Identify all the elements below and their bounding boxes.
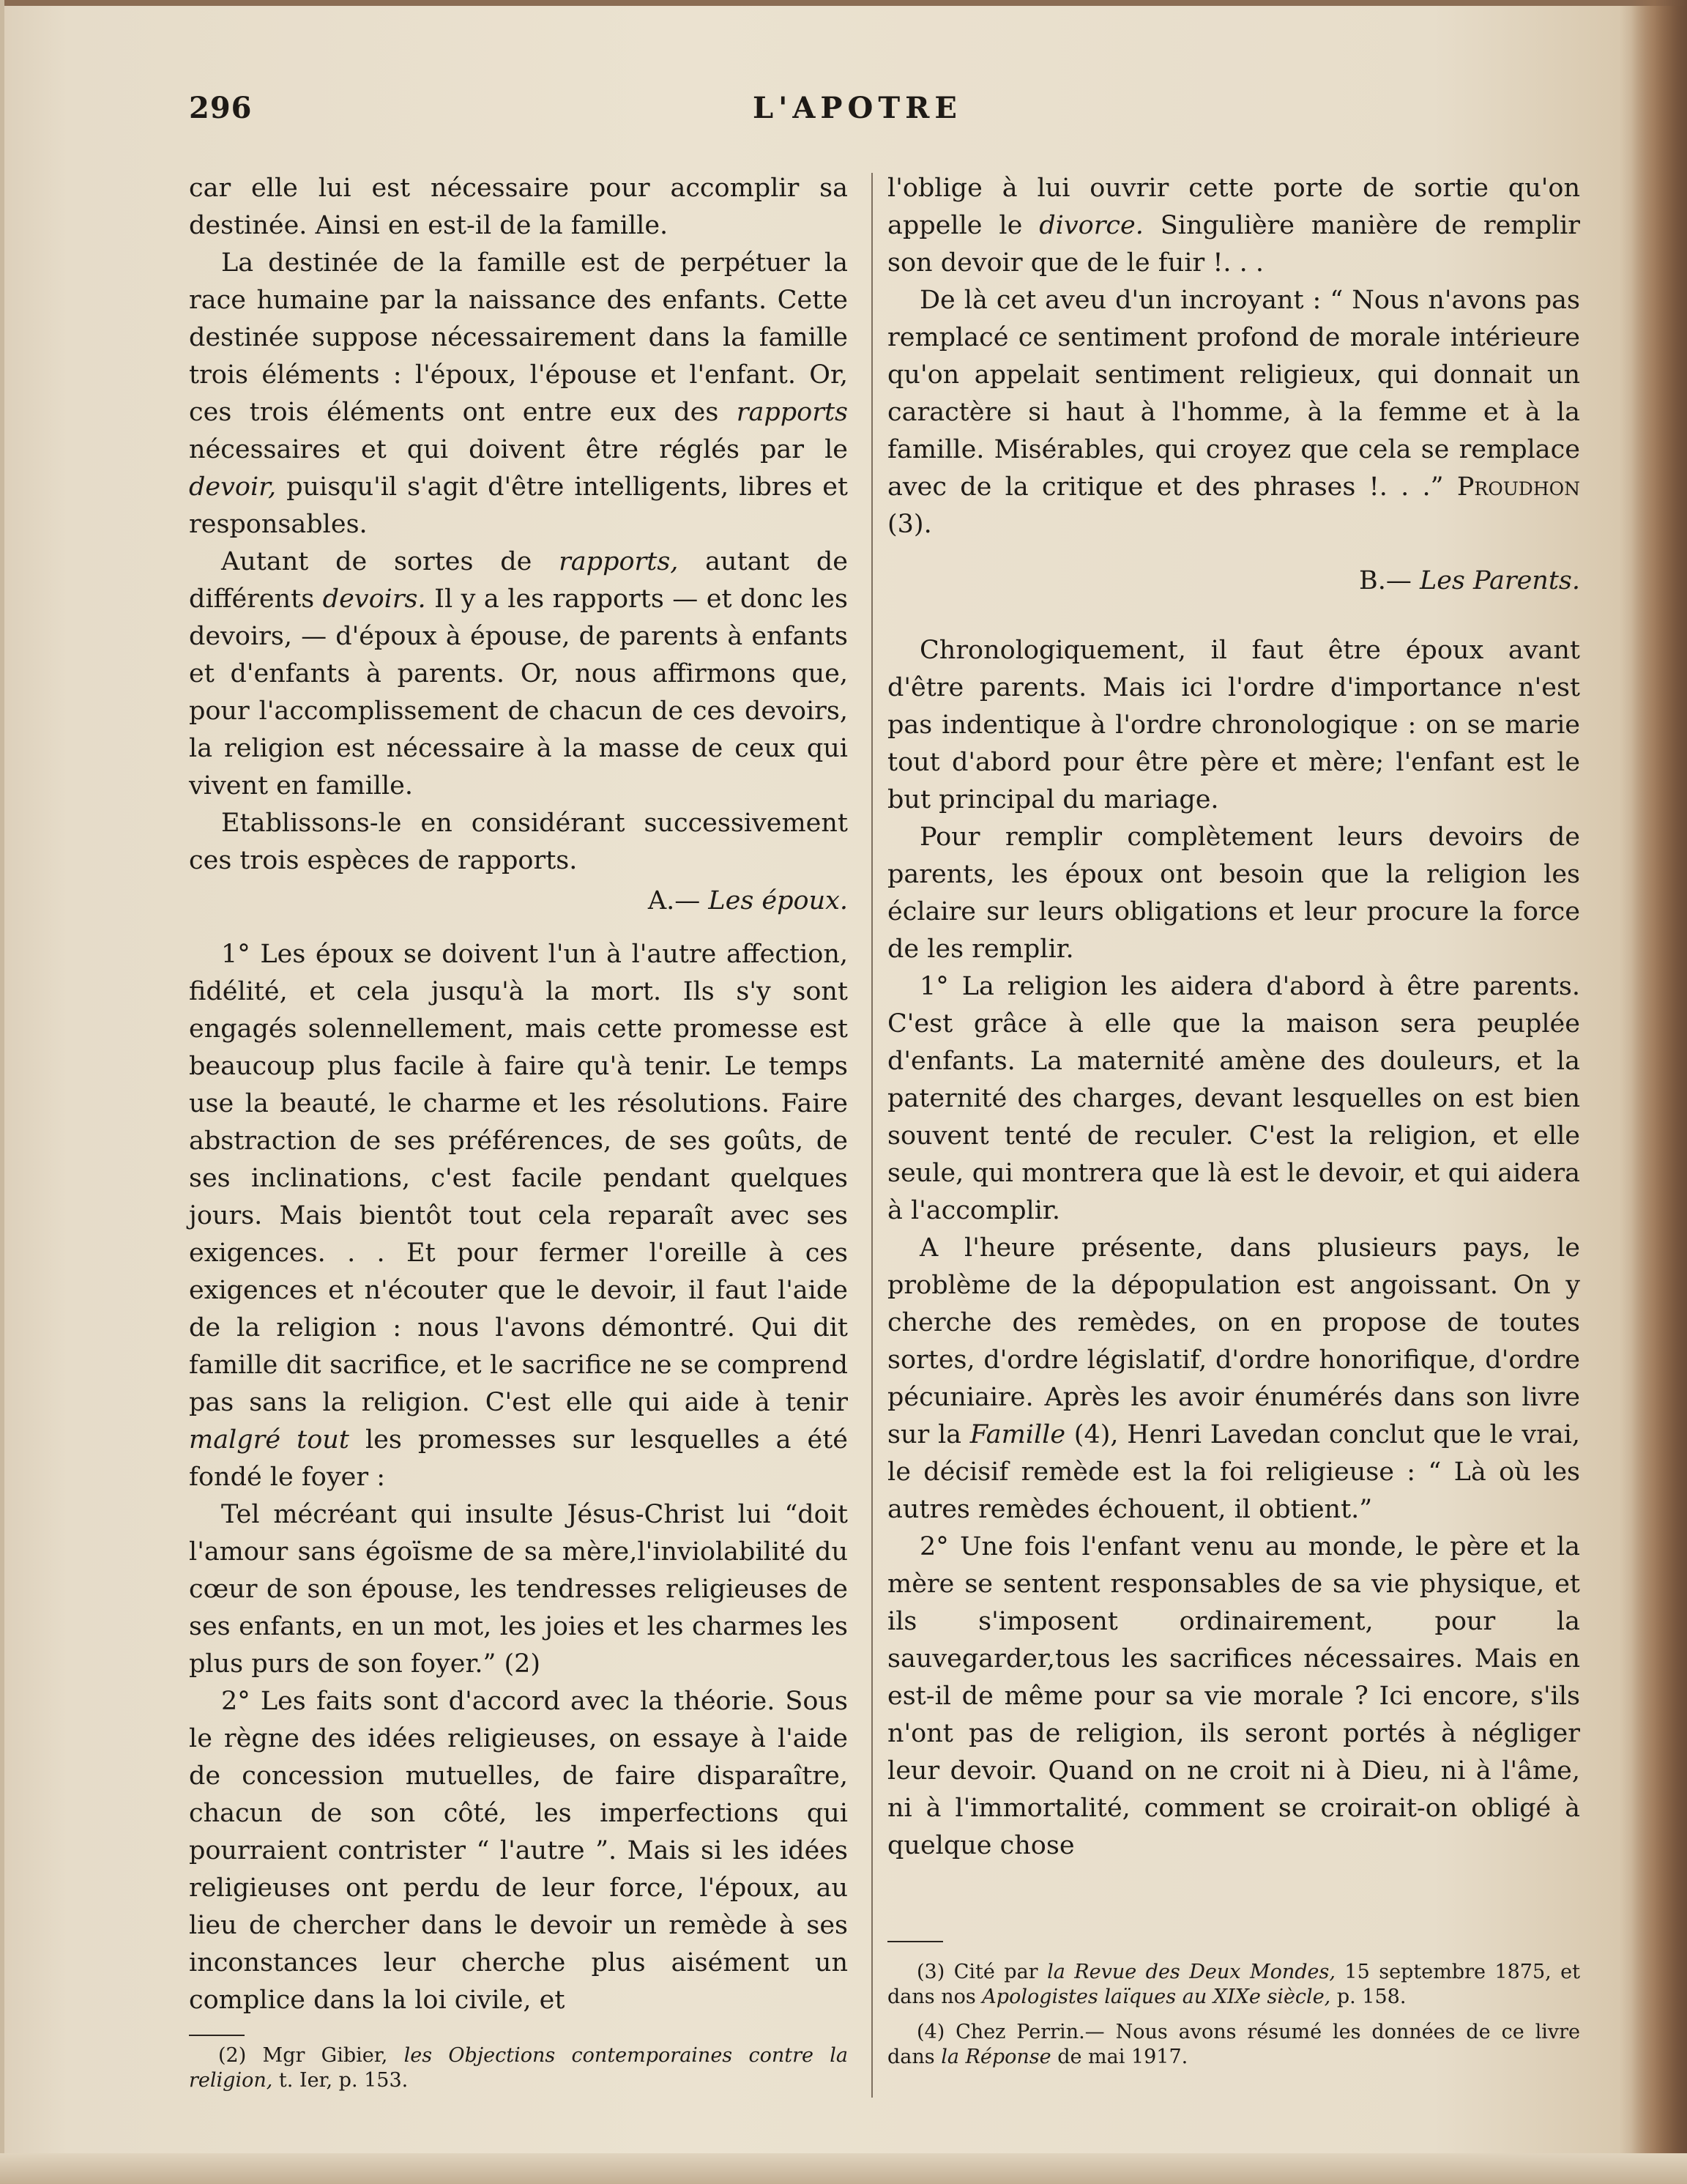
paragraph: Pour remplir complètement leurs devoirs de parents, les époux ont besoin que la religion les éclaire sur leurs obligations et leur procure la force de les remplir.: [887, 822, 1580, 964]
paragraph: A l'heure présente, dans plusieurs pays, le problème de la dépopulation est angoissant. On y cherche des remèdes, on en propose de toutes sortes, d'ordre législatif, d'ordre honorifique, d'ordre pécuniaire. Après les avoir énumérés dans son livre sur la Famille (4), Henri Lavedan conclut que le vrai, le décisif remède est la foi religieuse : “ Là où les autres remèdes échouent, il obtient.”: [887, 1233, 1580, 1524]
paragraph: 2° Une fois l'enfant venu au monde, le père et la mère se sentent responsables de sa vie physique, et ils s'imposent ordinairement, pour la sauvegarder,tous les sacrifices nécessaires. Mais en est-il de même pour sa vie morale ? Ici encore, s'ils n'ont pas de religion, ils seront portés à négliger leur devoir. Quand on ne croit ni à Dieu, ni à l'âme, ni à l'immortalité, comment se croirait-on obligé à quelque chose: [887, 1532, 1580, 1860]
paragraph: Tel mécréant qui insulte Jésus-Christ lui “doit l'amour sans égoïsme de sa mère,l'inviolabilité du cœur de son épouse, les tendresses religieuses de ses enfants, en un mot, les joies et les charmes les plus purs de son foyer.” (2): [189, 1500, 848, 1679]
left-column: [189, 170, 848, 2019]
paragraph: De là cet aveu d'un incroyant : “ Nous n'avons pas remplacé ce sentiment profond de morale intérieure qu'on appelait sentiment religieux, qui donnait un caractère si haut à l'homme, à la femme et à la famille. Misérables, qui croyez que cela se remplace avec de la critique et des phrases !. . .” Proudhon (3).: [887, 286, 1580, 539]
journal-title: L'APOTRE: [753, 91, 962, 125]
paragraph: 2° Les faits sont d'accord avec la théorie. Sous le règne des idées religieuses, on essaye à l'aide de concession mutuelles, de faire disparaître, chacun de son côté, les imperfections qui pourraient contrister “ l'autre ”. Mais si les idées religieuses ont perdu de leur force, l'époux, au lieu de chercher dans le devoir un remède à ses inconstances leur cherche plus aisément un complice dans la loi civile, et: [189, 1687, 848, 2015]
running-head: [189, 91, 1580, 139]
paragraph: 1° Les époux se doivent l'un à l'autre affection, fidélité, et cela jusqu'à la mort. Ils s'y sont engagés solennellement, mais cette promesse est beaucoup plus facile à faire qu'à tenir. Le temps use la beauté, le charme et les résolutions. Faire abstraction de ses préférences, de ses goûts, de ses inclinations, c'est facile pendant quelques jours. Mais bientôt tout cela reparaît avec ses exigences. . . Et pour fermer l'oreille à ces exigences et n'écouter que le devoir, il faut l'aide de la religion : nous l'avons démontré. Qui dit famille dit sacrifice, et le sacrifice ne se comprend pas sans la religion. C'est elle qui aide à tenir malgré tout les promesses sur lesquelles a été fondé le foyer :: [189, 940, 848, 1492]
footnotes-right: [887, 1960, 1580, 2080]
footnote-rule: [887, 1941, 943, 1942]
page-number: 296: [189, 91, 253, 125]
footnotes-left: [189, 2043, 848, 2103]
page-left-edge: [0, 0, 4, 2184]
paragraph: car elle lui est nécessaire pour accomplir sa destinée. Ainsi en est-il de la famille.: [189, 174, 848, 240]
paragraph: Autant de sortes de rapports, autant de différents devoirs. Il y a les rapports — et donc les devoirs, — d'époux à épouse, de parents à enfants et d'enfants à parents. Or, nous affirmons que, pour l'accomplissement de chacun de ces devoirs, la religion est nécessaire à la masse de ceux qui vivent en famille.: [189, 547, 848, 801]
paragraph: Etablissons-le en considérant successivement ces trois espèces de rapports.: [189, 809, 848, 875]
paragraph: La destinée de la famille est de perpétuer la race humaine par la naissance des enfants. Cette destinée suppose nécessairement dans la famille trois éléments : l'époux, l'épouse et l'enfant. Or, ces trois éléments ont entre eux des rapports nécessaires et qui doivent être réglés par le devoir, puisqu'il s'agit d'être intelligents, libres et responsables.: [189, 248, 848, 539]
footnote: (4) Chez Perrin.— Nous avons résumé les données de ce livre dans la Réponse de mai 1917.: [887, 2021, 1580, 2068]
page-top-edge: [0, 0, 1687, 6]
footnote: (3) Cité par la Revue des Deux Mondes, 15 septembre 1875, et dans nos Apologistes laïques au XIXe siècle, p. 158.: [887, 1961, 1581, 2008]
paragraph: 1° La religion les aidera d'abord à être parents. C'est grâce à elle que la maison sera peuplée d'enfants. La maternité amène des douleurs, et la paternité des charges, devant lesquelles on est bien souvent tenté de reculer. C'est la religion, et elle seule, qui montrera que là est le devoir, et qui aidera à l'accomplir.: [887, 972, 1580, 1225]
footnote-rule: [189, 2035, 245, 2036]
paragraph: l'oblige à lui ouvrir cette porte de sortie qu'on appelle le divorce. Singulière manière de remplir son devoir que de le fuir !. . .: [887, 174, 1580, 278]
binding-shadow: [1631, 0, 1687, 2184]
column-divider: [871, 173, 873, 2098]
footnote: (2) Mgr Gibier, les Objections contemporaines contre la religion, t. Ier, p. 153.: [189, 2044, 848, 2092]
right-column: [887, 170, 1580, 1865]
page-bottom-edge: [0, 2153, 1687, 2184]
section-heading: B.— Les Parents.: [1358, 566, 1580, 595]
paragraph: Chronologiquement, il faut être époux avant d'être parents. Mais ici l'ordre d'importance n'est pas indentique à l'ordre chronologique : on se marie tout d'abord pour être père et mère; l'enfant est le but principal du mariage.: [887, 636, 1580, 814]
section-heading: A.— Les époux.: [647, 886, 848, 915]
